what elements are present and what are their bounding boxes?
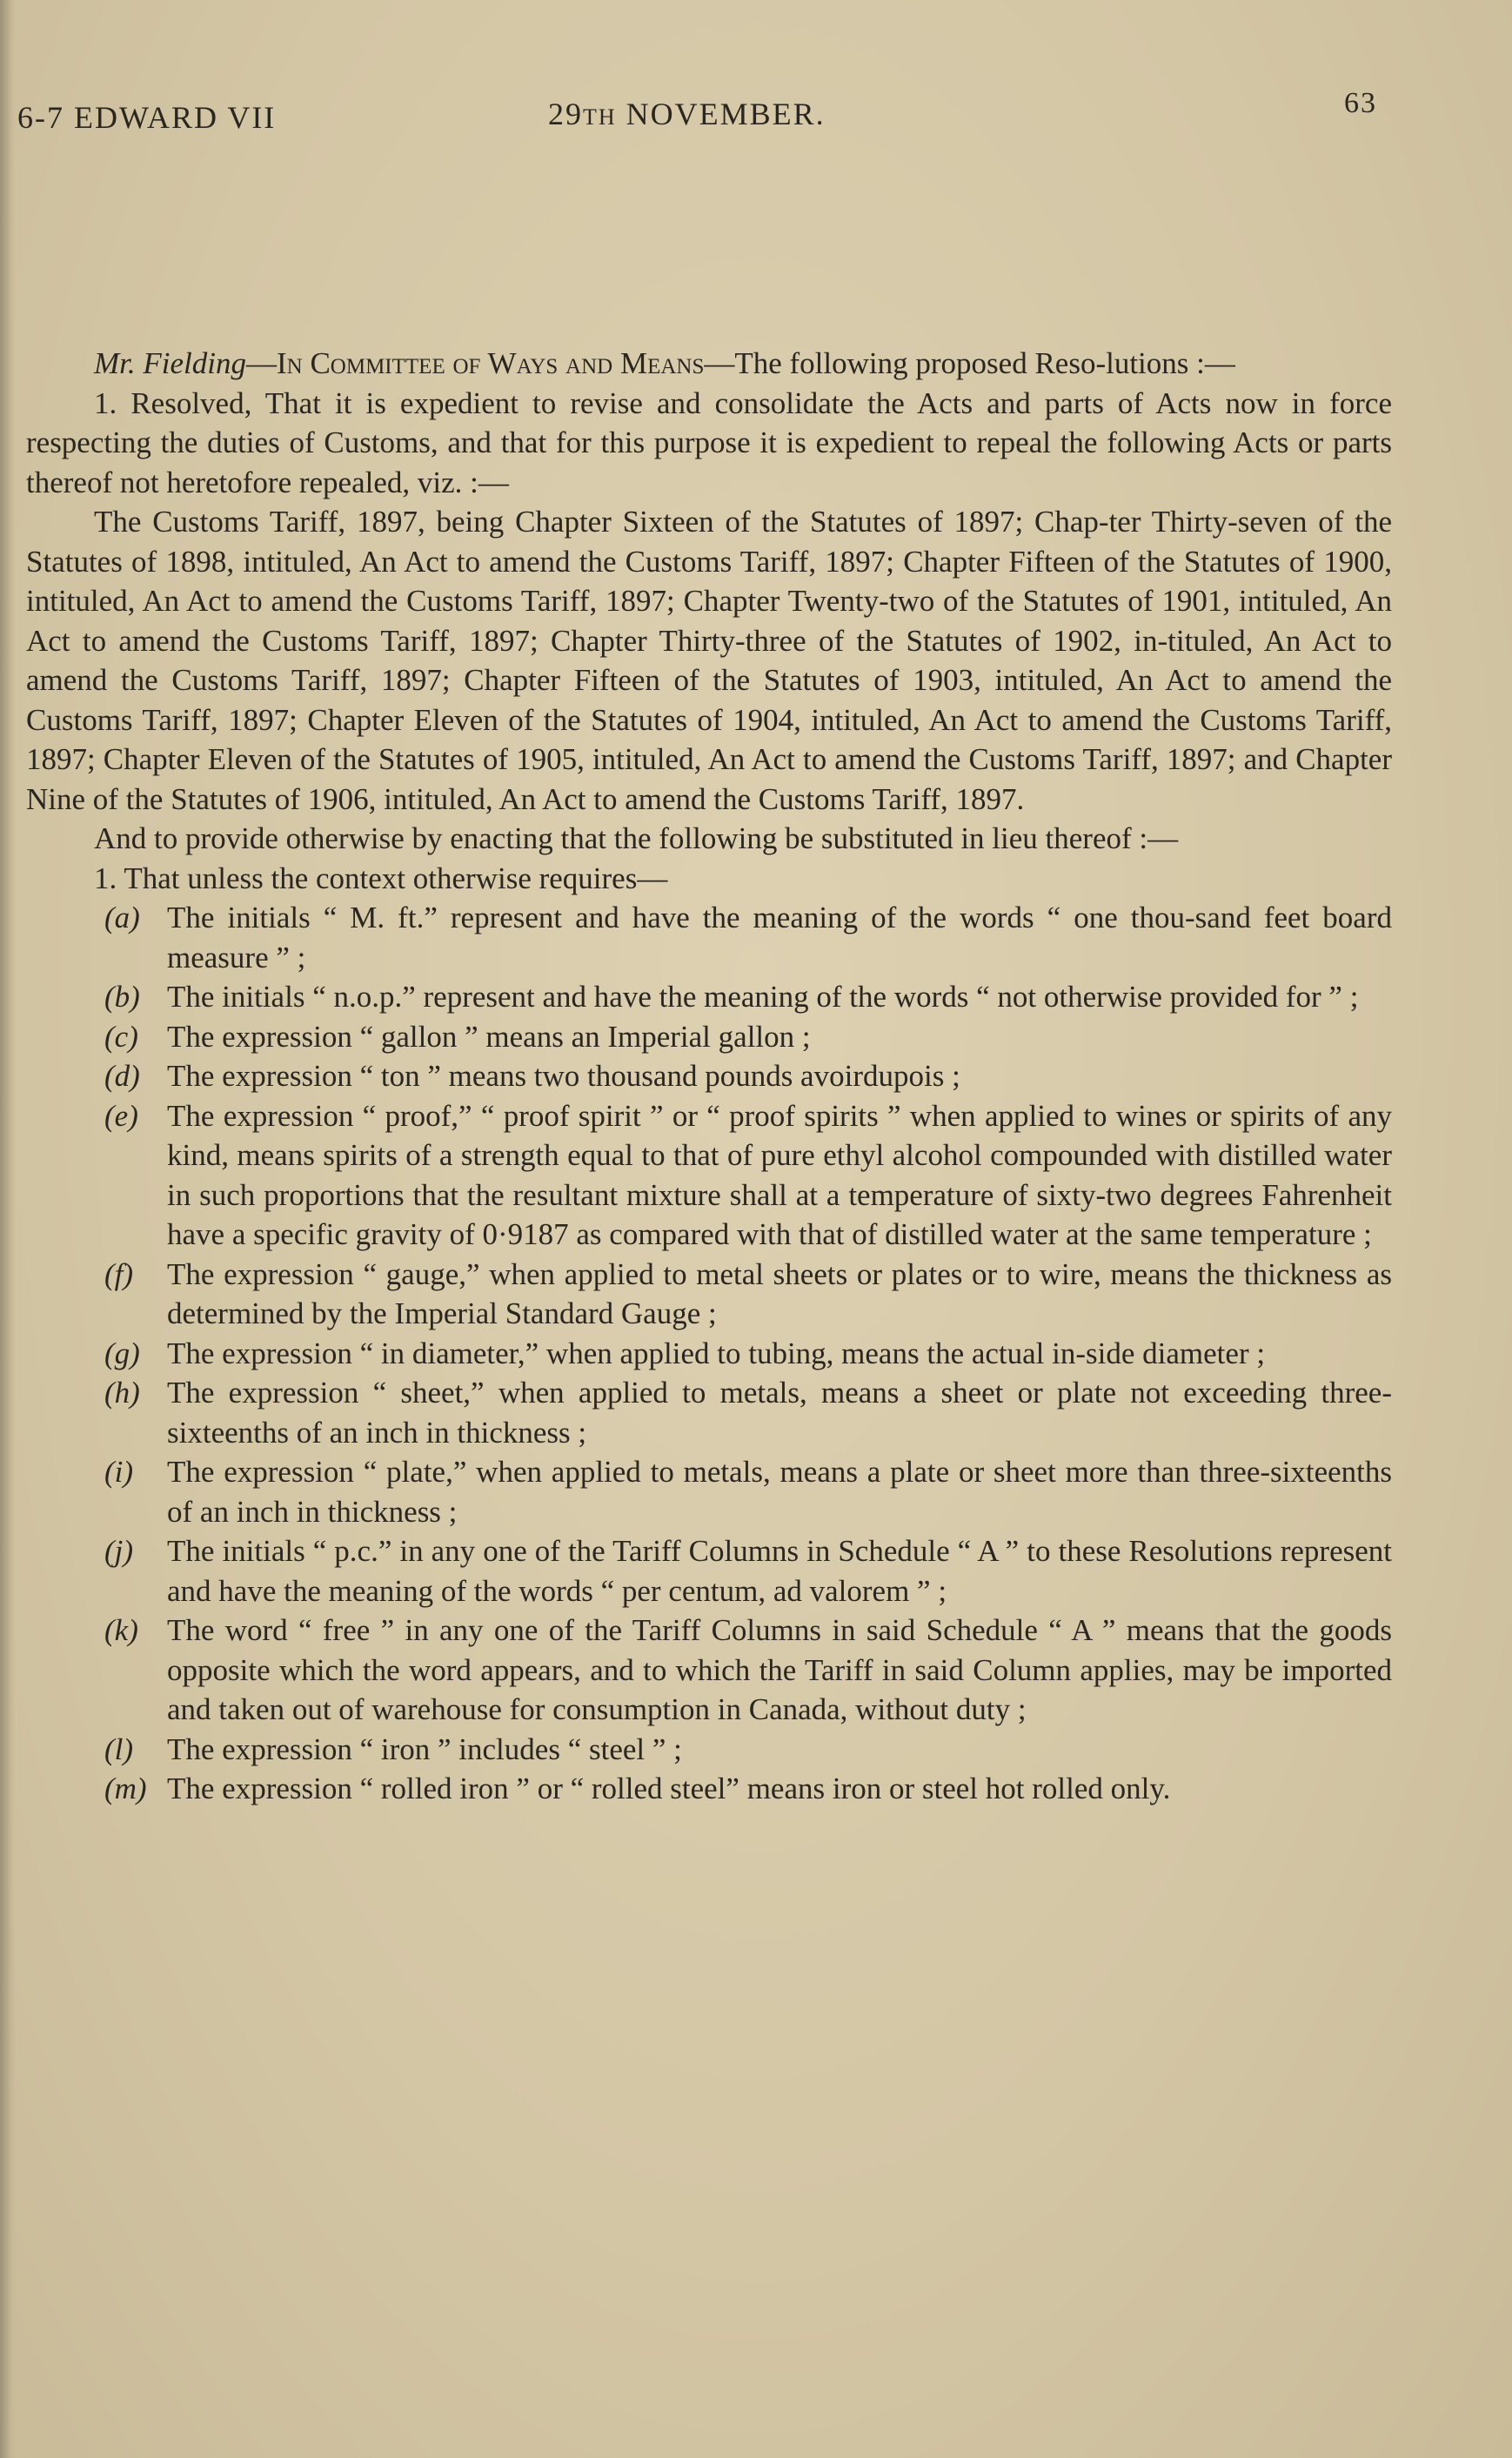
page-edge xyxy=(0,0,16,2458)
definition-text: The expression “ gauge,” when applied to metal sheets or plates or to wire, means the thickness as determined by the Imperial Standard Gauge ; xyxy=(167,1256,1392,1330)
definition-text: The initials “ n.o.p.” represent and have the meaning of the words “ not otherwise provided for ” ; xyxy=(167,980,1359,1014)
date-suffix: TH xyxy=(583,104,617,130)
definition-item xyxy=(26,977,1392,1017)
definition-item xyxy=(26,1017,1392,1057)
definition-item xyxy=(26,1056,1392,1096)
definition-item xyxy=(26,1730,1392,1770)
definition-label: (a) xyxy=(104,901,140,934)
definition-text: The initials “ p.c.” in any one of the Tariff Columns in Schedule “ A ” to these Resolutions represent and have the meaning of the words “ per centum, ad valorem ” ; xyxy=(167,1534,1392,1608)
intro-dash: — xyxy=(245,346,277,380)
definition-text: The expression “ ton ” means two thousand pounds avoirdupois ; xyxy=(167,1059,960,1093)
definition-label: (c) xyxy=(104,1019,138,1054)
definition-text: The word “ free ” in any one of the Tariff Columns in said Schedule “ A ” means that the goods opposite which the word appears, and to which the Tariff in said Column applies, may be imported and taken out of warehouse for consumption in Canada, without duty ; xyxy=(167,1613,1392,1726)
resolution-paragraph: 1. Resolved, That it is expedient to revise and consolidate the Acts and parts of Acts now in force respecting the duties of Customs, and that for this purpose it is expedient to repeal the following Acts or parts thereof not heretofore repealed, viz. :— xyxy=(26,385,1392,499)
date-month: NOVEMBER. xyxy=(626,97,826,131)
definition-label: (d) xyxy=(104,1059,140,1093)
definition-label: (k) xyxy=(104,1613,138,1647)
definition-label: (m) xyxy=(104,1772,147,1805)
document-body xyxy=(26,344,1392,1809)
definition-item xyxy=(26,1769,1392,1809)
definition-text: The expression “ gallon ” means an Imperial gallon ; xyxy=(167,1019,811,1054)
definition-text: The expression “ iron ” includes “ steel ” ; xyxy=(167,1731,682,1766)
definition-label: (b) xyxy=(104,980,140,1014)
committee-heading: In Committee of Ways and Means xyxy=(276,346,705,380)
definition-text: The initials “ M. ft.” represent and have the meaning of the words “ one thou-sand feet board measure ” ; xyxy=(167,901,1392,974)
definitions-list xyxy=(26,898,1392,1809)
definition-text: The expression “ in diameter,” when applied to tubing, means the actual in-side diameter ; xyxy=(167,1336,1266,1370)
definition-item xyxy=(26,1452,1392,1531)
page-header xyxy=(17,87,1392,139)
definitions-intro: 1. That unless the context otherwise requires— xyxy=(94,861,668,895)
definition-text: The expression “ rolled iron ” or “ rolled steel” means iron or steel hot rolled only. xyxy=(167,1772,1171,1805)
intro-rest: —The following proposed Reso-lutions :— xyxy=(704,346,1235,380)
definition-item xyxy=(26,1531,1392,1611)
date-heading xyxy=(548,96,826,132)
intro-paragraph xyxy=(26,344,1392,384)
date-day: 29 xyxy=(548,97,583,131)
definition-item xyxy=(26,898,1392,977)
acts-repealed-paragraph: The Customs Tariff, 1897, being Chapter Sixteen of the Statutes of 1897; Chap-ter Thirty-seven of the Statutes of 1898, intituled, An Act to amend the Customs Tariff, 1897; Chapter Fifteen of the Statutes of 1900, intituled, An Act to amend the Customs Tariff, 1897; Chapter Twenty-two of the Statutes of 1901, intituled, An Act to amend the Customs Tariff, 1897; Chapter Thirty-three of the Statutes of 1902, in-tituled, An Act to amend the Customs Tariff, 1897; Chapter Fifteen of the Statutes of 1903, intituled, An Act to amend the Customs Tariff, 1897; Chapter Eleven of the Statutes of 1904, intituled, An Act to amend the Customs Tariff, 1897; Chapter Eleven of the Statutes of 1905, intituled, An Act to amend the Customs Tariff, 1897; and Chapter Nine of the Statutes of 1906, intituled, An Act to amend the Customs Tariff, 1897. xyxy=(26,505,1392,816)
definition-item xyxy=(26,1611,1392,1730)
definition-item xyxy=(26,1334,1392,1374)
definition-text: The expression “ sheet,” when applied to metals, means a sheet or plate not exceeding three-sixteenths of an inch in thickness ; xyxy=(167,1376,1392,1450)
definition-label: (e) xyxy=(104,1098,138,1133)
substitution-paragraph: And to provide otherwise by enacting that the following be substituted in lieu thereof :— xyxy=(94,821,1179,855)
speaker-name: Mr. Fielding xyxy=(94,346,246,380)
definition-item xyxy=(26,1096,1392,1255)
definition-text: The expression “ proof,” “ proof spirit ” or “ proof spirits ” when applied to wines or spirits of any kind, means spirits of a strength equal to that of pure ethyl alcohol compounded with distilled water in such proportions that the resultant mixture shall at a temperature of sixty-two degrees Fahrenheit have a specific gravity of 0·9187 as compared with that of distilled water at the same temperature ; xyxy=(167,1098,1392,1251)
definition-label: (j) xyxy=(104,1534,134,1568)
definition-item xyxy=(26,1373,1392,1452)
definition-label: (l) xyxy=(104,1731,134,1766)
definition-item xyxy=(26,1255,1392,1334)
session-title: 6-7 EDWARD VII xyxy=(17,100,277,135)
definition-label: (f) xyxy=(104,1256,134,1291)
page-number: 63 xyxy=(1344,87,1377,119)
definition-label: (g) xyxy=(104,1336,140,1370)
definition-text: The expression “ plate,” when applied to metals, means a plate or sheet more than three-sixteenths of an inch in thickness ; xyxy=(167,1455,1392,1529)
definition-label: (i) xyxy=(104,1455,134,1489)
definition-label: (h) xyxy=(104,1376,140,1410)
